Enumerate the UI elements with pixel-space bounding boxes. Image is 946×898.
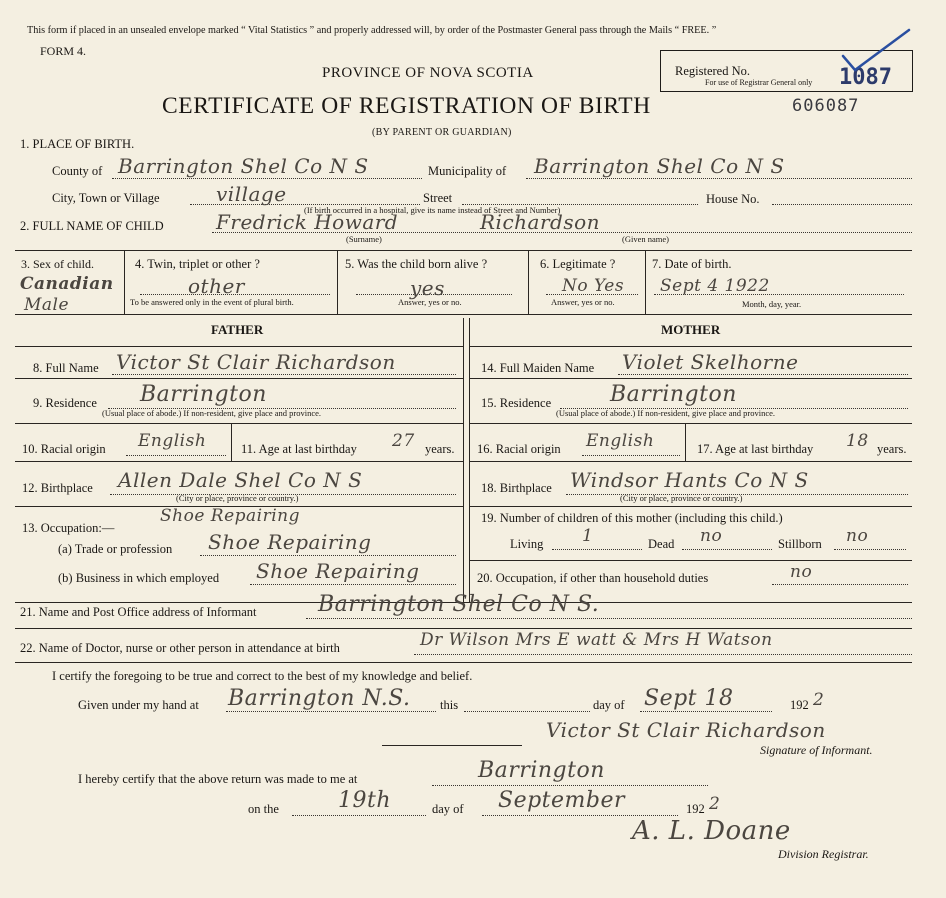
page-title: CERTIFICATE OF REGISTRATION OF BIRTH [162,93,651,119]
mother-age-label: 17. Age at last birthday [697,442,814,456]
seal-line [382,745,522,746]
registrar-day: 19th [338,788,392,813]
child-name-label: 2. FULL NAME OF CHILD [20,219,164,233]
doctor-value: Dr Wilson Mrs E watt & Mrs H Watson [420,630,773,650]
registrar-statement: I hereby certify that the above return was made to me at [78,772,358,786]
county-value: Barrington Shel Co N S [118,154,369,178]
mother-name-value: Violet Skelhorne [622,350,799,374]
dead-label: Dead [648,537,675,551]
postal-notice: This form if placed in an unsealed envelope marked “ Vital Statistics ” and properly addressed will, by order of the Postmaster General pass through the Mails “ FREE. ” [27,25,717,36]
county-label: County of [52,164,103,178]
mother-residence-note: (Usual place of abode.) If non-resident, give place and province. [556,408,776,418]
registrar-caption: Division Registrar. [778,847,869,861]
legitimate-note: Answer, yes or no. [551,297,615,307]
this-label: this [440,698,459,712]
business-value: Shoe Repairing [256,559,420,583]
father-residence-value: Barrington [140,382,267,407]
hospital-note: (If birth occurred in a hospital, give its name instead of Street and Number) [304,205,561,215]
father-heading: FATHER [211,322,264,337]
stillborn-value: no [846,526,869,546]
father-birthplace-label: 12. Birthplace [22,481,93,495]
form-number: FORM 4. [40,44,87,58]
informant-label: 21. Name and Post Office address of Informant [20,605,257,619]
sex-value-1: Canadian [20,274,114,294]
twin-note: To be answered only in the event of plural birth. [130,297,294,307]
mother-age-unit: years. [877,442,907,456]
father-occupation-label: 13. Occupation:— [22,521,115,535]
mother-residence-value: Barrington [610,382,737,407]
municipality-value: Barrington Shel Co N S [534,154,785,178]
trade-label: (a) Trade or profession [58,542,173,556]
father-birthplace-value: Allen Dale Shel Co N S [118,468,363,492]
registered-label: Registered No. [675,64,750,78]
father-age-label: 11. Age at last birthday [241,442,357,456]
sex-label: 3. Sex of child. [21,257,94,271]
mother-racial-value: English [586,431,655,451]
trade-value: Shoe Repairing [208,530,372,554]
informant-signature: Victor St Clair Richardson [546,718,826,742]
place-of-birth-heading: 1. PLACE OF BIRTH. [20,137,135,151]
certification-statement: I certify the foregoing to be true and correct to the best of my knowledge and belief. [52,669,473,683]
given-caption: (Given name) [622,234,669,244]
check-mark-icon [837,26,917,76]
father-age-value: 27 [392,431,415,451]
father-name-value: Victor St Clair Richardson [116,350,396,374]
city-label: City, Town or Village [52,191,160,205]
surname-caption: (Surname) [346,234,382,244]
municipality-label: Municipality of [428,164,507,178]
mother-name-label: 14. Full Maiden Name [481,361,595,375]
registrar-month: September [498,788,626,813]
mother-residence-label: 15. Residence [481,396,552,410]
registrar-use-note: For use of Registrar General only [705,78,813,87]
given-date: Sept 18 [644,686,734,711]
row-divider [15,250,912,251]
registrar-year-suffix: 2 [709,794,721,814]
registrar-signature: A. L. Doane [632,816,791,846]
father-residence-label: 9. Residence [33,396,97,410]
stillborn-label: Stillborn [778,537,822,551]
year-suffix: 2 [813,690,825,710]
mother-racial-label: 16. Racial origin [477,442,561,456]
date-note: Month, day, year. [742,299,802,309]
mother-age-value: 18 [846,431,869,451]
alive-label: 5. Was the child born alive ? [345,257,488,271]
father-birthplace-note: (City or place, province or country.) [176,493,299,503]
registrar-place: Barrington [478,758,605,783]
alive-value: yes [410,276,445,300]
date-of-birth-label: 7. Date of birth. [652,257,732,271]
child-given-names: Fredrick Howard [216,210,399,234]
mother-birthplace-note: (City or place, province or country.) [620,493,743,503]
business-label: (b) Business in which employed [58,571,220,585]
date-of-birth-value: Sept 4 1922 [660,276,770,296]
city-value: village [216,182,287,206]
registered-number: 1087 [839,65,892,90]
father-name-label: 8. Full Name [33,361,99,375]
father-racial-label: 10. Racial origin [22,442,106,456]
mother-birthplace-label: 18. Birthplace [481,481,552,495]
children-count-label: 19. Number of children of this mother (including this child.) [481,511,783,525]
mother-occupation-label: 20. Occupation, if other than household duties [477,571,709,585]
on-the-label: on the [248,802,279,816]
doctor-label: 22. Name of Doctor, nurse or other person in attendance at birth [20,641,340,655]
father-age-unit: years. [425,442,455,456]
living-value: 1 [582,526,594,546]
informant-value: Barrington Shel Co N S. [318,592,600,617]
father-occupation-value: Shoe Repairing [160,506,301,526]
twin-value: other [188,274,245,298]
province-heading: PROVINCE OF NOVA SCOTIA [322,65,534,81]
child-surname: Richardson [480,210,601,234]
street-label: Street [423,191,453,205]
year-prefix: 192 [790,698,809,712]
legitimate-label: 6. Legitimate ? [540,257,616,271]
stamped-number: 606087 [792,96,860,116]
legitimate-value: No Yes [562,276,625,296]
mother-birthplace-value: Windsor Hants Co N S [570,468,809,492]
father-residence-note: (Usual place of abode.) If non-resident, give place and province. [102,408,322,418]
registered-number-box [660,50,913,92]
dead-value: no [700,526,723,546]
living-label: Living [510,537,544,551]
registrar-day-of-label: day of [432,802,464,816]
mother-heading: MOTHER [661,322,721,337]
sex-value-2: Male [24,295,70,315]
twin-label: 4. Twin, triplet or other ? [135,257,260,271]
registrar-year-prefix: 192 [686,802,705,816]
day-of-label: day of [593,698,625,712]
house-label: House No. [706,192,760,206]
given-place: Barrington N.S. [228,686,411,711]
given-under-label: Given under my hand at [78,698,199,712]
signature-caption: Signature of Informant. [760,743,873,757]
page-subtitle: (BY PARENT OR GUARDIAN) [372,127,512,138]
alive-note: Answer, yes or no. [398,297,462,307]
father-racial-value: English [138,431,207,451]
mother-occupation-value: no [790,562,813,582]
